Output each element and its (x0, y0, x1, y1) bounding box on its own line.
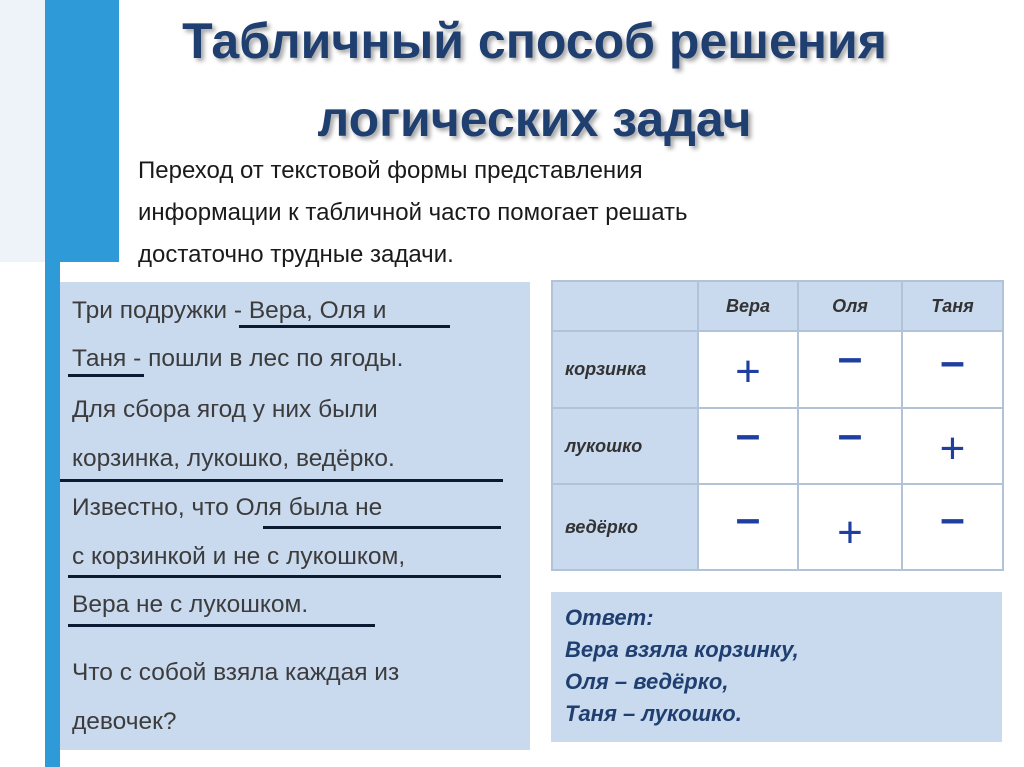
task-line-8: Что с собой взяла каждая из (72, 659, 400, 686)
task-name-tanya: Таня (72, 345, 127, 372)
minus-mark: – (735, 410, 761, 459)
table-cell (798, 484, 902, 570)
title-line-2: логических задач (317, 91, 752, 147)
minus-mark: – (837, 333, 863, 382)
title-line-1: Табличный способ решения (182, 13, 887, 69)
underline-vera (68, 624, 375, 627)
table-row (552, 484, 1003, 570)
underline-olya (263, 526, 501, 529)
row-header-korzinka: корзинка (552, 331, 698, 408)
table-cell (902, 331, 1003, 408)
decor-panel (0, 0, 46, 262)
answer-line-2: Оля – ведёрко, (565, 669, 729, 694)
task-line-5: Известно, что Оля была не (72, 494, 383, 521)
table-cell (798, 331, 902, 408)
table-cell (698, 484, 798, 570)
table-cell (798, 408, 902, 484)
underline-tanya (68, 374, 144, 377)
intro-line-1: Переход от текстовой формы представления (138, 157, 643, 184)
answer-line-3: Таня – лукошко. (565, 701, 742, 726)
table-corner (552, 281, 698, 331)
minus-mark: – (940, 494, 965, 543)
task-names: Вера, Оля (248, 297, 366, 324)
task-line-6: с корзинкой и не с лукошком, (72, 543, 406, 570)
task-line-2 (72, 342, 403, 376)
table-row (552, 331, 1003, 408)
minus-mark: – (940, 337, 965, 386)
table-header-row (552, 281, 1003, 331)
table-cell (902, 408, 1003, 484)
task-line-4: корзинка, лукошко, ведёрко. (72, 445, 395, 472)
plus-mark: + (735, 347, 761, 396)
answer-heading: Ответ: (565, 605, 654, 630)
minus-mark: – (837, 410, 863, 459)
plus-mark: + (837, 508, 863, 557)
task-line-1 (72, 294, 387, 328)
answer-box (551, 592, 1002, 742)
answer-line-1: Вера взяла корзинку, (565, 637, 799, 662)
underline-names (239, 325, 450, 328)
task-box (60, 282, 530, 750)
underline-condition (68, 575, 501, 578)
intro-text (138, 150, 998, 276)
task-line-7: Вера не с лукошком. (72, 591, 309, 618)
plus-mark: + (939, 424, 966, 473)
task-text: - пошли в лес по ягоды. (126, 345, 404, 372)
row-header-lukoshko: лукошко (552, 408, 698, 484)
intro-line-2: информации к табличной часто помогает решать (138, 199, 688, 226)
intro-line-3: достаточно трудные задачи. (138, 241, 454, 268)
minus-mark: – (735, 494, 761, 543)
table-cell (698, 408, 798, 484)
column-header-tanya: Таня (902, 281, 1003, 331)
logic-table (551, 280, 1004, 571)
table-cell (902, 484, 1003, 570)
task-line-3: Для сбора ягод у них были (72, 396, 378, 423)
table-row (552, 408, 1003, 484)
slide-title (45, 2, 1024, 158)
table-cell (698, 331, 798, 408)
task-text: Три подружки - (72, 297, 249, 324)
column-header-olya: Оля (798, 281, 902, 331)
task-line-9: девочек? (72, 708, 177, 735)
row-header-vedyorko: ведёрко (552, 484, 698, 570)
task-text: и (366, 297, 387, 324)
underline-containers (60, 479, 503, 482)
column-header-vera: Вера (698, 281, 798, 331)
accent-bar-lower (45, 262, 60, 767)
